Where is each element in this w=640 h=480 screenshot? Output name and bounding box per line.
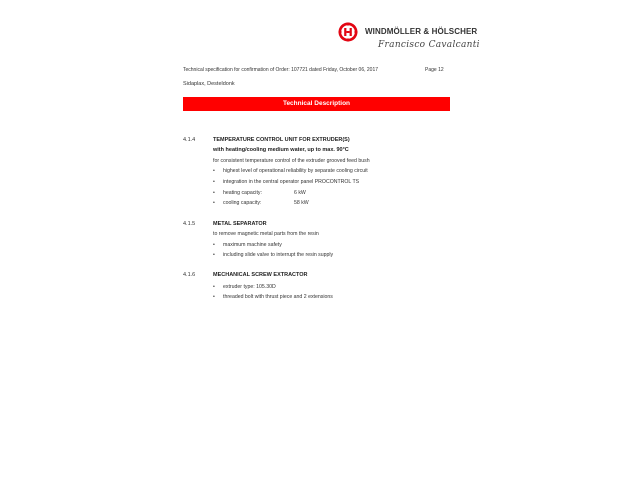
brand-name: WINDMÖLLER & HÖLSCHER bbox=[365, 27, 478, 36]
bullet-icon: • bbox=[213, 168, 215, 174]
section-number: 4.1.4 bbox=[183, 137, 196, 143]
bullet-icon: • bbox=[213, 252, 215, 258]
bullet-icon: • bbox=[213, 242, 215, 248]
spec-header: Technical specification for confirmation of Order: 107721 dated Friday, October 06, 2017 bbox=[183, 67, 379, 73]
section-description: for consistent temperature control of the extruder grooved feed bush bbox=[213, 158, 370, 164]
section-title: TEMPERATURE CONTROL UNIT FOR EXTRUDER(S) bbox=[213, 137, 350, 143]
list-item: highest level of operational reliability by separate cooling circuit bbox=[223, 168, 368, 174]
section-number: 4.1.6 bbox=[183, 272, 196, 278]
section-title: METAL SEPARATOR bbox=[213, 221, 267, 227]
customer-name: Sidaplax, Desteldonk bbox=[183, 81, 235, 87]
list-item: extruder type: 105.30D bbox=[223, 284, 276, 290]
bullet-icon: • bbox=[213, 190, 215, 196]
bullet-icon: • bbox=[213, 294, 215, 300]
list-item-label: cooling capacity: bbox=[223, 200, 262, 206]
signature: Francisco Cavalcanti bbox=[378, 40, 480, 50]
section-subtitle: with heating/cooling medium water, up to max. 90°C bbox=[213, 147, 349, 153]
section-banner: Technical Description bbox=[183, 97, 450, 111]
list-item: including slide valve to interrupt the resin supply bbox=[223, 252, 334, 258]
bullet-icon: • bbox=[213, 179, 215, 185]
list-item-label: heating capacity: bbox=[223, 190, 262, 196]
section-number: 4.1.5 bbox=[183, 221, 196, 227]
list-item: maximum machine safety bbox=[223, 242, 282, 248]
page-number: Page 12 bbox=[425, 67, 444, 73]
section-description: to remove magnetic metal parts from the resin bbox=[213, 231, 319, 237]
company-logo-icon bbox=[338, 22, 358, 42]
bullet-icon: • bbox=[213, 200, 215, 206]
list-item-value: 6 kW bbox=[294, 190, 306, 196]
list-item: threaded bolt with thrust piece and 2 extensions bbox=[223, 294, 333, 300]
section-title: MECHANICAL SCREW EXTRACTOR bbox=[213, 272, 308, 278]
list-item-value: 58 kW bbox=[294, 200, 309, 206]
bullet-icon: • bbox=[213, 284, 215, 290]
list-item: integration in the central operator panel PROCONTROL TS bbox=[223, 179, 360, 185]
